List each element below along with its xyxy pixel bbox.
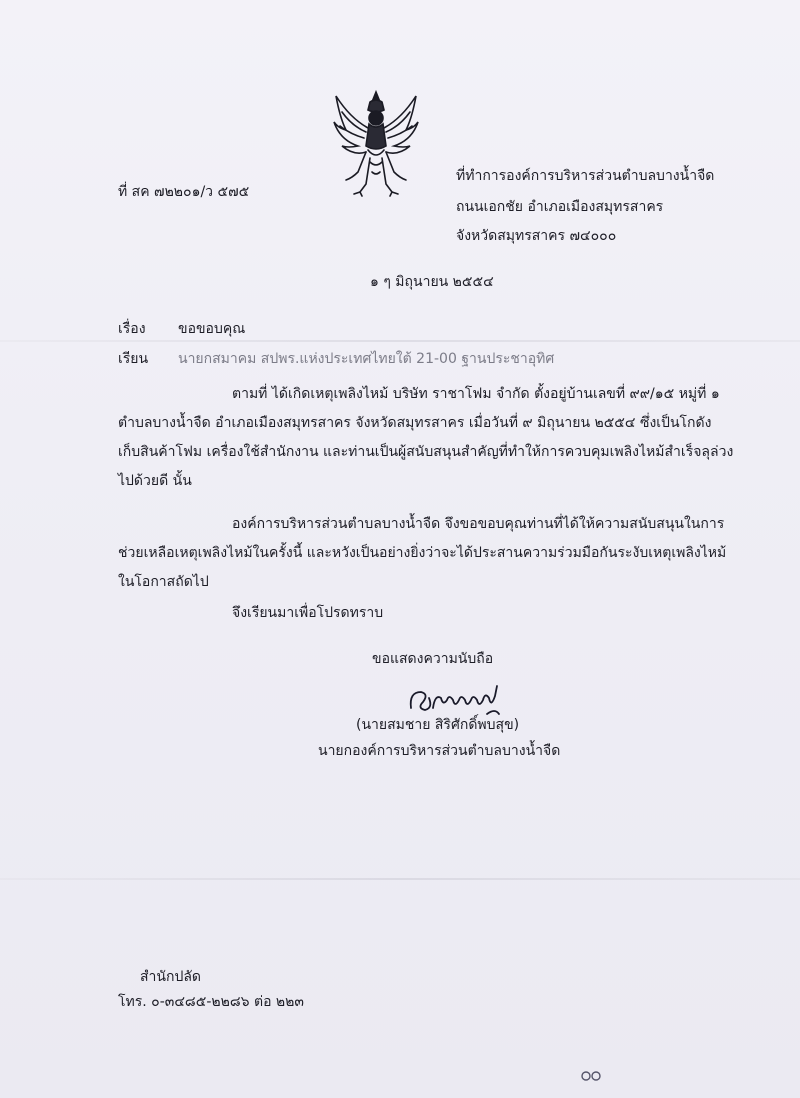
recipient-label: เรียน [118,351,149,367]
paragraph-1-line-2: ตำบลบางน้ำจืด อำเภอเมืองสมุทรสาคร จังหวัดสมุทรสาคร เมื่อวันที่ ๙ มิถุนายน ๒๕๕๔ ซึ่งเป็นโกดัง [118,415,712,431]
recipient-value: นายกสมาคม สปพร.แห่งประเทศไทยใต้ 21-00 ฐานประชาอุทิศ [178,351,555,367]
paper-fold-line [0,878,800,880]
paragraph-2-line-1: องค์การบริหารส่วนตำบลบางน้ำจืด จึงขอขอบคุณท่านที่ได้ให้ความสนับสนุนในการ [232,516,725,532]
paragraph-2-line-2: ช่วยเหลือเหตุเพลิงไหม้ในครั้งนี้ และหวังเป็นอย่างยิ่งว่าจะได้ประสานความร่วมมือกันระงับเหตุเพลิงไหม้ [118,545,727,561]
signer-title: นายกองค์การบริหารส่วนตำบลบางน้ำจืด [318,743,561,759]
reference-number: ที่ สค ๗๒๒๐๑/ว ๕๗๕ [118,184,250,200]
footer-department: สำนักปลัด [140,969,202,985]
paragraph-2-line-3: ในโอกาสถัดไป [118,574,209,590]
signer-name: (นายสมชาย สิริศักดิ์พบสุข) [356,717,520,733]
garuda-emblem-icon [330,88,422,198]
paragraph-3: จึงเรียนมาเพื่อโปรดทราบ [232,605,384,621]
paragraph-1-line-4: ไปด้วยดี นั้น [118,473,192,489]
paragraph-1-line-1: ตามที่ ได้เกิดเหตุเพลิงไหม้ บริษัท ราชาโฟม จำกัด ตั้งอยู่บ้านเลขที่ ๙๙/๑๕ หมู่ที่ ๑ [232,386,720,402]
handwritten-signature [405,678,515,720]
subject-value: ขอขอบคุณ [178,321,246,337]
office-address-line-3: จังหวัดสมุทรสาคร ๗๔๐๐๐ [456,228,617,244]
office-address-line-1: ที่ทำการองค์การบริหารส่วนตำบลบางน้ำจืด [456,168,715,184]
paragraph-1-line-3: เก็บสินค้าโฟม เครื่องใช้สำนักงาน และท่านเป็นผู้สนับสนุนสำคัญที่ทำให้การควบคุมเพลิงไหม้สำเร็จลุล่วง [118,444,734,460]
page-mark-icon [578,1066,604,1084]
office-address-line-2: ถนนเอกชัย อำเภอเมืองสมุทรสาคร [456,199,664,215]
closing-respect: ขอแสดงความนับถือ [372,651,494,667]
paper-fold-line [0,340,800,342]
letter-date: ๑ ๆ มิถุนายน ๒๕๕๔ [370,274,494,290]
subject-label: เรื่อง [118,321,146,337]
footer-phone: โทร. ๐-๓๔๘๕-๒๒๘๖ ต่อ ๒๒๓ [118,994,304,1010]
